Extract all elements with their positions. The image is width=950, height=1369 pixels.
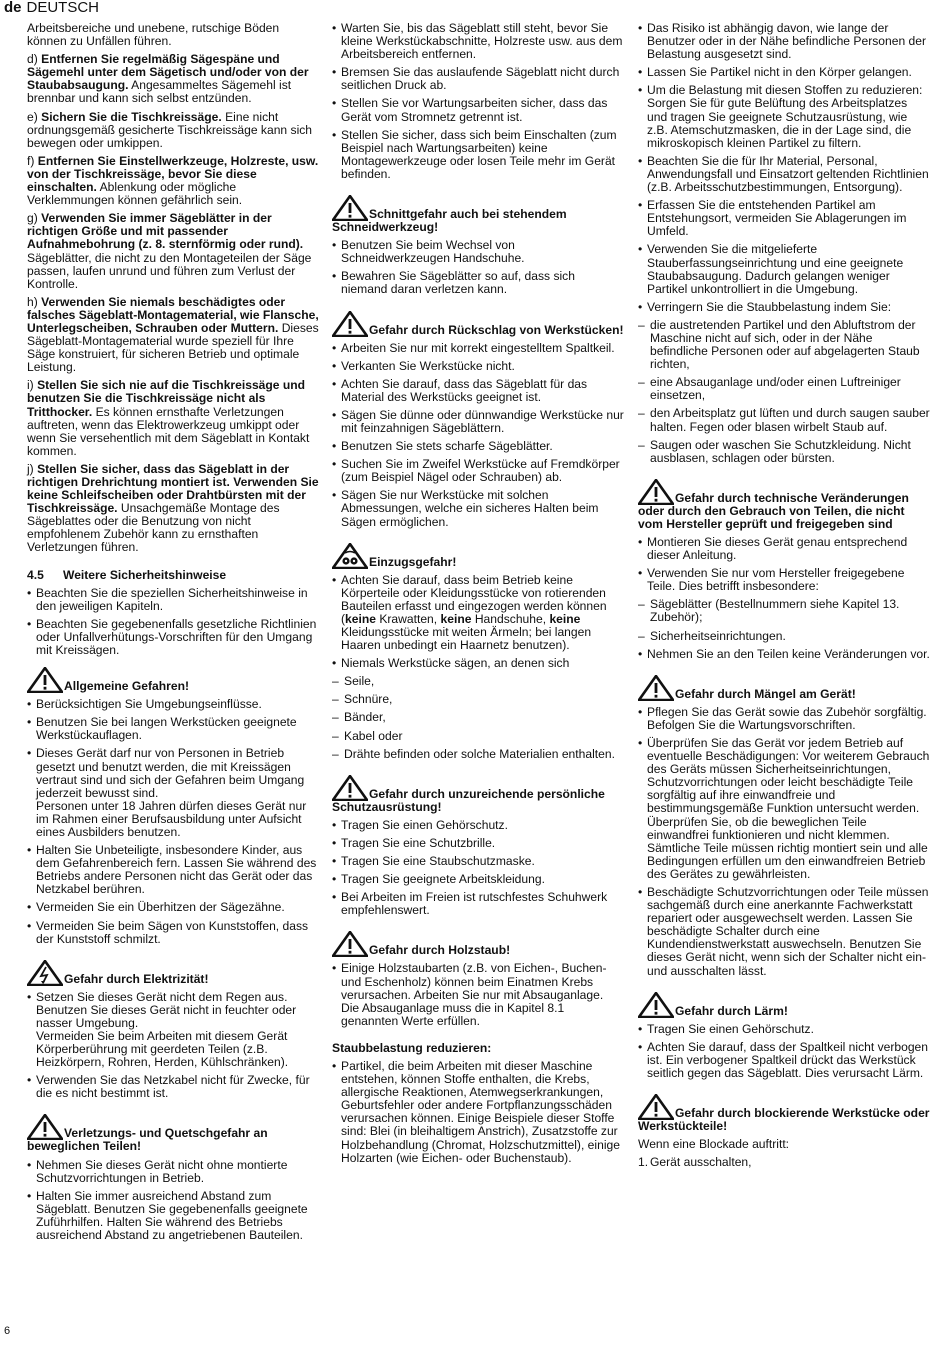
warning-triangle-icon <box>27 667 63 693</box>
list-item: • Stellen Sie sicher, dass sich beim Einschalten (zum Beispiel nach Wartungsarbeiten) keine Montagewerkzeuge oder losen Teile mehr im Gerät befinden. <box>332 129 624 181</box>
paragraph: Arbeitsbereiche und unebene, rutschige Böden können zu Unfällen führen. <box>27 21 280 49</box>
warning-heading: Gefahr durch Holzstaub! <box>332 931 624 957</box>
list-item: • Beschädigte Schutzvorrichtungen oder Teile müssen sachgemäß durch eine anerkannte Fachwerkstatt repariert oder ausgewechselt werden. Lassen Sie beschädigte Schalter durch eine Kundendienstwerkstatt auswechseln. Benutzen Sie dieses Gerät nicht, wenn sich der Schalter nicht ein- und ausschalten lässt. <box>638 886 930 978</box>
list-item: • Beachten Sie die für Ihr Material, Personal, Anwendungsfall und Einsatzort geltenden Richtlinien (z.B. Arbeitsschutzbestimmungen, Entsorgung). <box>638 155 930 194</box>
instruction-f: f) Entfernen Sie Einstellwerkzeuge, Holzreste, usw. von der Tischkreissäge, bevor Sie diese einschalten. Ablenkung oder mögliche Verklemmungen können gefährlich sein. <box>27 153 319 208</box>
language-title: DEUTSCH <box>26 0 100 16</box>
dash-item: – den Arbeitsplatz gut lüften und durch saugen sauber halten. Fegen oder blasen wirbelt Staub auf. <box>638 407 930 433</box>
list-item: • Halten Sie immer ausreichend Abstand zum Sägeblatt. Benutzen Sie gegebenenfalls geeignete Zuführhilfen. Halten Sie während des Betriebs ausreichend Abstand zu angetriebenen Bauteilen. <box>27 1190 319 1242</box>
list-item: • Achten Sie darauf, dass das Sägeblatt für das Material des Werkstücks geeignet ist. <box>332 378 624 404</box>
dash-item: – Saugen oder waschen Sie Schutzkleidung. Nicht ausblasen, schlagen oder bürsten. <box>638 439 930 465</box>
list-item: • Tragen Sie geeignete Arbeitskleidung. <box>332 873 624 886</box>
page-number: 6 <box>4 1325 11 1337</box>
list-item: • Niemals Werkstücke sägen, an denen sich <box>332 657 624 670</box>
list-item: • Benutzen Sie bei langen Werkstücken geeignete Werkstückauflagen. <box>27 716 319 742</box>
list-item: • Tragen Sie einen Gehörschutz. <box>332 819 624 832</box>
warning-heading: Allgemeine Gefahren! <box>27 667 319 693</box>
warning-triangle-icon <box>332 311 368 337</box>
list-item: • Verwenden Sie das Netzkabel nicht für Zwecke, für die es nicht bestimmt ist. <box>27 1074 319 1100</box>
list-item: • Überprüfen Sie das Gerät vor jedem Betrieb auf eventuelle Beschädigungen: Vor weiterem Gebrauch des Geräts müssen Sicherheitseinrichtungen, Schutzvorrichtungen oder leicht beschädigte Teile sorgfältig auf ihre einwandfreie und bestimmungsgemäße Funktion untersucht werden. Überprüfen Sie, ob die beweglichen Teile einwandfrei funktionieren und nicht klemmen. Sämtliche Teile müssen richtig montiert sein und alle Bedingungen erfüllen um den einwandfreien Betrieb des Gerätes zu gewährleisten. <box>638 737 930 881</box>
warning-triangle-icon <box>27 1114 63 1140</box>
warning-triangle-icon <box>638 992 674 1018</box>
dash-item: – Sicherheitseinrichtungen. <box>638 630 930 643</box>
list-item: • Bremsen Sie das auslaufende Sägeblatt nicht durch seitlichen Druck ab. <box>332 66 624 92</box>
list-item: • Dieses Gerät darf nur von Personen in Betrieb gesetzt und benutzt werden, die mit Kreissägen vertraut sind und sich der Gefahren beim Umgang jederzeit bewusst sind. Personen unter 18 Jahren dürfen dieses Gerät nur im Rahmen einer Berufsausbildung unter Aufsicht eines Ausbilders benutzen. <box>27 747 319 839</box>
entanglement-hazard-icon <box>332 543 368 569</box>
warning-heading: Gefahr durch Lärm! <box>638 992 930 1018</box>
dash-item: – Schnüre, <box>332 693 624 706</box>
warning-heading: Verletzungs- und Quetschgefahr an beweglichen Teilen! <box>27 1114 319 1153</box>
warning-triangle-icon <box>332 775 368 801</box>
column-1 <box>27 22 319 1247</box>
paragraph: Wenn eine Blockade auftritt: <box>638 1137 790 1152</box>
list-item: • Warten Sie, bis das Sägeblatt still steht, bevor Sie kleine Werkstückabschnitte, Holzreste usw. aus dem Arbeitsbereich entfernen. <box>332 22 624 61</box>
warning-heading: Gefahr durch Mängel am Gerät! <box>638 675 930 701</box>
list-item: • Einige Holzstaubarten (z.B. von Eichen-, Buchen- und Eschenholz) können beim Einatmen Krebs verursachen. Arbeiten Sie nur mit Absauganlage. Die Absauganlage muss die in Kapitel 8.1 genannten Werte erfüllen. <box>332 962 624 1027</box>
warning-heading: Schnittgefahr auch bei stehendem Schneidwerkzeug! <box>332 195 624 234</box>
dash-item: – Kabel oder <box>332 730 624 743</box>
list-item: • Sägen Sie dünne oder dünnwandige Werkstücke nur mit feinzahnigen Sägeblättern. <box>332 409 624 435</box>
list-item: • Suchen Sie im Zweifel Werkstücke auf Fremdkörper (zum Beispiel Nägel oder Schrauben) ab. <box>332 458 624 484</box>
list-item: • Tragen Sie eine Staubschutzmaske. <box>332 855 624 868</box>
list-item: • Verwenden Sie nur vom Hersteller freigegebene Teile. Dies betrifft insbesondere: <box>638 567 930 593</box>
list-item: • Lassen Sie Partikel nicht in den Körper gelangen. <box>638 66 930 79</box>
section-heading: 4.5 Weitere Sicherheitshinweise <box>27 567 227 582</box>
dash-item: – Seile, <box>332 675 624 688</box>
warning-triangle-icon <box>332 931 368 957</box>
warning-heading: Gefahr durch blockierende Werkstücke oder Werkstückteile! <box>638 1094 930 1133</box>
list-item: • Benutzen Sie stets scharfe Sägeblätter. <box>332 440 624 453</box>
dash-item: – Drähte befinden oder solche Materialien enthalten. <box>332 748 624 761</box>
list-item: • Berücksichtigen Sie Umgebungseinflüsse. <box>27 698 319 711</box>
dash-item: – eine Absauganlage und/oder einen Luftreiniger einsetzen, <box>638 376 930 402</box>
list-item: • Tragen Sie einen Gehörschutz. <box>638 1023 930 1036</box>
dash-item: – Bänder, <box>332 711 624 724</box>
list-item: • Das Risiko ist abhängig davon, wie lange der Benutzer oder in der Nähe befindliche Personen der Belastung ausgesetzt sind. <box>638 22 930 61</box>
list-item: • Beachten Sie die speziellen Sicherheitshinweise in den jeweiligen Kapiteln. <box>27 587 319 613</box>
warning-heading: Einzugsgefahr! <box>332 543 624 569</box>
numbered-item: 1. Gerät ausschalten, <box>638 1155 752 1170</box>
warning-triangle-icon <box>638 479 674 505</box>
instruction-d: d) Entfernen Sie regelmäßig Sägespäne und Sägemehl unter dem Sägetisch und/oder von der Staubabsaugung. Angesammeltes Sägemehl ist brennbar und kann sich selbst entzünden. <box>27 52 309 106</box>
list-item: • Vermeiden Sie beim Sägen von Kunststoffen, dass der Kunststoff schmilzt. <box>27 920 319 946</box>
list-item: • Achten Sie darauf, dass beim Betrieb keine Körperteile oder Kleidungsstücke von rotierenden Bauteilen erfasst und eingezogen werden können (keine Krawatten, keine Handschuhe, keine Kleidungsstücke mit weiten Ärmeln; bei langen Haaren unbedingt ein Haarnetz benutzen). <box>332 574 624 653</box>
list-item: • Montieren Sie dieses Gerät genau entsprechend dieser Anleitung. <box>638 536 930 562</box>
list-item: • Verwenden Sie die mitgelieferte Stauberfassungseinrichtung und eine geeignete Staubabsaugung. Dadurch gelangen weniger Partikel unkontrolliert in die Umgebung. <box>638 243 930 295</box>
dash-item: – die austretenden Partikel und den Abluftstrom der Maschine nicht auf sich, oder in der Nähe befindliche Personen oder auf abgelagerten Staub richten, <box>638 319 930 371</box>
list-item: • Setzen Sie dieses Gerät nicht dem Regen aus. Benutzen Sie dieses Gerät nicht in feuchter oder nasser Umgebung. Vermeiden Sie beim Arbeiten mit diesem Gerät Körperberührung mit geerdeten Teilen (z.B. Heizkörpern, Rohren, Herden, Kühlschränken). <box>27 991 319 1070</box>
instruction-i: i) Stellen Sie sich nie auf die Tischkreissäge und benutzen Sie die Tischkreissäge nicht als Tritthocker. Es können ernsthafte Verletzungen auftreten, wenn das Elektrowerkzeug umkippt oder wenn Sie versehentlich mit dem Sägeblatt in Kontakt kommen. <box>27 378 310 458</box>
list-item: • Nehmen Sie an den Teilen keine Veränderungen vor. <box>638 648 930 661</box>
dash-item: – Sägeblätter (Bestellnummern siehe Kapitel 13. Zubehör); <box>638 598 930 624</box>
subheading: Staubbelastung reduzieren: <box>332 1040 492 1055</box>
warning-heading: Gefahr durch Elektrizität! <box>27 960 319 986</box>
instruction-e: e) Sichern Sie die Tischkreissäge. Eine nicht ordnungsgemäß gesicherte Tischkreissäge kann sich bewegen oder umkippen. <box>27 109 313 150</box>
electric-hazard-icon <box>27 960 63 986</box>
list-item: • Verkanten Sie Werkstücke nicht. <box>332 360 624 373</box>
list-item: • Um die Belastung mit diesen Stoffen zu reduzieren: Sorgen Sie für gute Belüftung des Arbeitsplatzes und tragen Sie geeignete Schutzausrüstung, wie z.B. Atemschutzmasken, die in der Lage sind, die mikroskopisch kleinen Partikel zu filtern. <box>638 84 930 149</box>
instruction-g: g) Verwenden Sie immer Sägeblätter in der richtigen Größe und mit passender Aufnahmebohrung (z. 8. sternförmig oder rund). Sägeblätter, die nicht zu den Montageteilen der Säge passen, laufen unrund und führen zum Verlust der Kontrolle. <box>27 211 312 291</box>
list-item: • Vermeiden Sie ein Überhitzen der Sägezähne. <box>27 901 319 914</box>
warning-heading: Gefahr durch Rückschlag von Werkstücken! <box>332 311 624 337</box>
list-item: • Partikel, die beim Arbeiten mit dieser Maschine entstehen, können Stoffe enthalten, die Krebs, allergische Reaktionen, Atemwegserkrankungen, Geburtsfehler oder andere Fortpflanzungsschäden verursachen können. Einige Beispiele dieser Stoffe sind: Blei (in bleihaltigem Anstrich), Zusatzstoffe zur Holzbehandlung (Chromat, Holzschutzmittel), einige Holzarten (wie Eichen- oder Buchenstaub). <box>332 1060 624 1165</box>
list-item: • Stellen Sie vor Wartungsarbeiten sicher, dass das Gerät vom Stromnetz getrennt ist. <box>332 97 624 123</box>
list-item: • Achten Sie darauf, dass der Spaltkeil nicht verbogen ist. Ein verbogener Spaltkeil drückt das Werkstück seitlich gegen das Sägeblatt. Dies verursacht Lärm. <box>638 1041 930 1080</box>
list-item: • Beachten Sie gegebenenfalls gesetzliche Richtlinien oder Unfallverhütungs-Vorschriften für den Umgang mit Kreissägen. <box>27 618 319 657</box>
list-item: • Bei Arbeiten im Freien ist rutschfestes Schuhwerk empfehlenswert. <box>332 891 624 917</box>
warning-heading: Gefahr durch unzureichende persönliche Schutzausrüstung! <box>332 775 624 814</box>
column-3 <box>638 22 930 1174</box>
list-item: • Erfassen Sie die entstehenden Partikel am Entstehungsort, vermeiden Sie Ablagerungen im Umfeld. <box>638 199 930 238</box>
list-item: • Arbeiten Sie nur mit korrekt eingestelltem Spaltkeil. <box>332 342 624 355</box>
language-code: de <box>4 0 22 16</box>
list-item: • Nehmen Sie dieses Gerät nicht ohne montierte Schutzvorrichtungen in Betrieb. <box>27 1159 319 1185</box>
instruction-j: j) Stellen Sie sicher, dass das Sägeblatt in der richtigen Drehrichtung montiert ist. Verwenden Sie keine Schleifscheiben oder Drahtbürsten mit der Tischkreissäge. Unsachgemäße Montage des Sägeblattes oder die Benutzung von nicht empfohlenem Zubehör kann zu ernsthaften Verletzungen führen. <box>27 461 319 555</box>
list-item: • Pflegen Sie das Gerät sowie das Zubehör sorgfältig. Befolgen Sie die Wartungsvorschriften. <box>638 706 930 732</box>
warning-triangle-icon <box>638 1094 674 1120</box>
warning-heading: Gefahr durch technische Veränderungen oder durch den Gebrauch von Teilen, die nicht vom Hersteller geprüft und freigegeben sind <box>638 479 930 531</box>
instruction-h: h) Verwenden Sie niemals beschädigtes oder falsches Sägeblatt-Montagematerial, wie Flansche, Unterlegscheiben, Schrauben oder Muttern. Dieses Sägeblatt-Montagematerial wurde speziell für Ihre Säge konstruiert, für sicheren Betrieb und optimale Leistung. <box>27 294 319 375</box>
warning-triangle-icon <box>638 675 674 701</box>
list-item: • Benutzen Sie beim Wechsel von Schneidwerkzeugen Handschuhe. <box>332 239 624 265</box>
column-2 <box>332 22 624 1170</box>
list-item: • Sägen Sie nur Werkstücke mit solchen Abmessungen, welche ein sicheres Halten beim Sägen ermöglichen. <box>332 489 624 528</box>
list-item: • Bewahren Sie Sägeblätter so auf, dass sich niemand daran verletzen kann. <box>332 270 624 296</box>
page-header <box>4 0 99 17</box>
warning-triangle-icon <box>332 195 368 221</box>
list-item: • Tragen Sie eine Schutzbrille. <box>332 837 624 850</box>
list-item: • Halten Sie Unbeteiligte, insbesondere Kinder, aus dem Gefahrenbereich fern. Lassen Sie während des Betriebs andere Personen nicht das Gerät oder das Netzkabel berühren. <box>27 844 319 896</box>
list-item: • Verringern Sie die Staubbelastung indem Sie: <box>638 301 930 314</box>
